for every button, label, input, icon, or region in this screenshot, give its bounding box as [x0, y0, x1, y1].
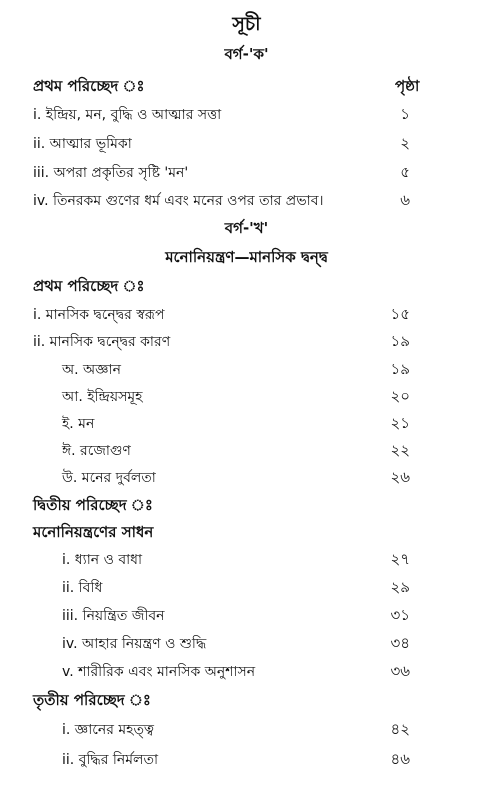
section-heading-kha: বর্গ-'খ' [224, 219, 269, 237]
section-subheading: মনোনিয়ন্ত্রণ—মানসিক দ্বন্দ্ব [165, 248, 328, 266]
toc-entry-page: ২১ [390, 414, 410, 432]
chapter-heading: দ্বিতীয় পরিচ্ছেদ ঃ [33, 496, 153, 514]
toc-entry-text: i. ইন্দ্রিয়, মন, বুদ্ধি ও আত্মার সত্তা [33, 107, 222, 123]
page-column-label: পৃষ্ঠা [395, 77, 420, 95]
toc-entry-page: ২ [400, 134, 410, 152]
section-heading-ka: বর্গ-'ক' [224, 45, 269, 63]
toc-entry-page: ৫ [400, 163, 410, 181]
toc-entry-page: ৪৬ [390, 750, 410, 768]
toc-entry-text: iii. অপরা প্রকৃতির সৃষ্টি 'মন' [33, 165, 189, 181]
toc-entry-text: ii. আত্মার ভূমিকা [33, 136, 132, 152]
page-title: সূচী [232, 13, 261, 35]
chapter-heading: তৃতীয় পরিচ্ছেদ ঃ [33, 691, 151, 709]
toc-subentry-text: v. শারীরিক এবং মানসিক অনুশাসন [62, 664, 256, 680]
toc-entry-page: ২০ [390, 387, 410, 405]
chapter-heading: প্রথম পরিচ্ছেদ ঃ [33, 277, 145, 295]
toc-subentry-text: ই. মন [62, 416, 95, 432]
toc-entry-text: ii. মানসিক দ্বন্দ্বের কারণ [33, 334, 171, 350]
chapter-subheading: মনোনিয়ন্ত্রণের সাধন [33, 523, 154, 541]
toc-entry-page: ৩৬ [390, 662, 410, 680]
toc-entry-page: ৩৪ [390, 634, 410, 652]
toc-entry-text: iv. তিনরকম গুণের ধর্ম এবং মনের ওপর তার প্রভাব। [33, 193, 324, 209]
toc-subentry-text: ii. বিধি [62, 580, 103, 596]
toc-entry-page: ২৭ [390, 550, 410, 568]
toc-entry-page: ১৯ [390, 332, 410, 350]
toc-entry-page: ১ [400, 105, 410, 123]
toc-subentry-text: i. জ্ঞানের মহত্ত্ব [62, 722, 154, 738]
toc-entry-page: ২৬ [390, 468, 410, 486]
toc-subentry-text: আ. ইন্দ্রিয়সমূহ [62, 389, 143, 405]
toc-entry-text: i. মানসিক দ্বন্দ্বের স্বরূপ [33, 307, 165, 323]
toc-subentry-text: ii. বুদ্ধির নির্মলতা [62, 752, 159, 768]
toc-entry-page: ৬ [400, 191, 410, 209]
toc-subentry-text: iii. নিয়ন্ত্রিত জীবন [62, 608, 165, 624]
toc-entry-page: ৪২ [390, 720, 410, 738]
toc-entry-page: ২৯ [390, 578, 410, 596]
toc-subentry-text: ঈ. রজোগুণ [62, 443, 131, 459]
toc-subentry-text: iv. আহার নিয়ন্ত্রণ ও শুদ্ধি [62, 636, 207, 652]
toc-subentry-text: উ. মনের দুর্বলতা [62, 470, 156, 486]
toc-subentry-text: অ. অজ্ঞান [62, 362, 121, 378]
toc-entry-page: ১৫ [390, 305, 410, 323]
toc-entry-page: ৩১ [390, 606, 410, 624]
toc-subentry-text: i. ধ্যান ও বাধা [62, 552, 143, 568]
toc-entry-page: ১৯ [390, 360, 410, 378]
toc-entry-page: ২২ [390, 441, 410, 459]
chapter-heading: প্রথম পরিচ্ছেদ ঃ [33, 77, 145, 95]
